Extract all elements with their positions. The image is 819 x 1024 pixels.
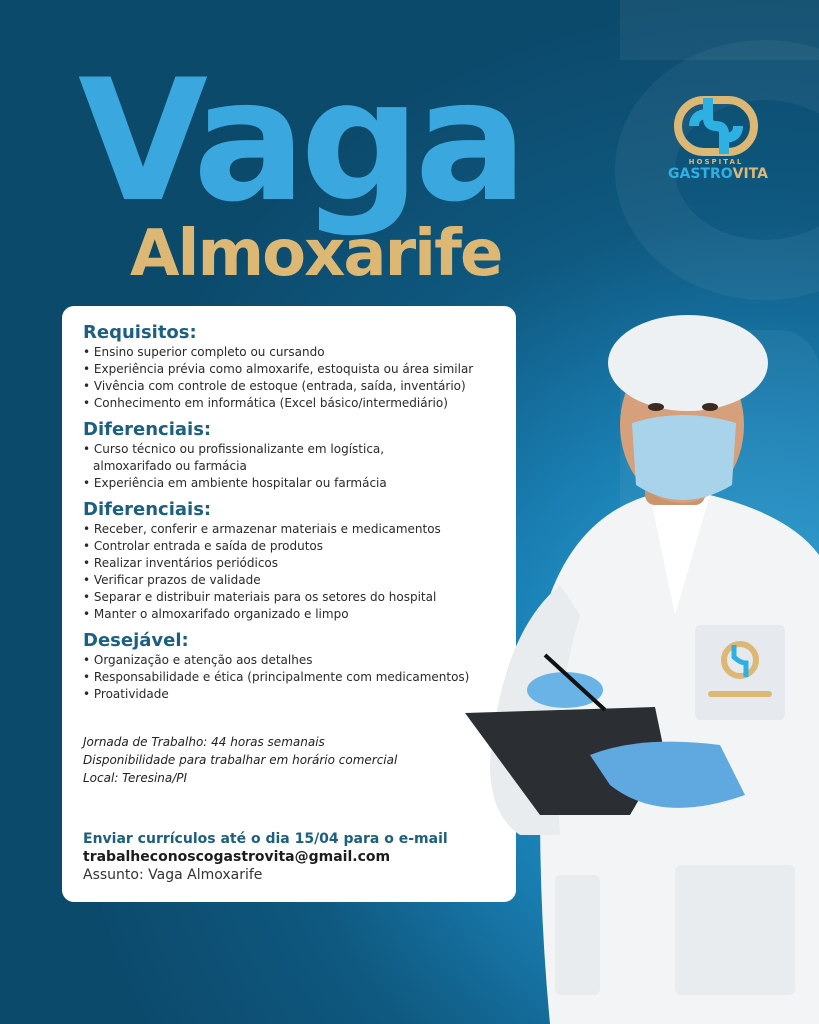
list-item: • Responsabilidade e ética (principalmente com medicamentos)	[83, 670, 470, 684]
info-availability: Disponibilidade para trabalhar em horário comercial	[83, 753, 398, 767]
health-worker-photo	[460, 315, 819, 1024]
list-item: • Realizar inventários periódicos	[83, 556, 279, 570]
section-heading: Diferenciais:	[83, 419, 212, 440]
info-hours: Jornada de Trabalho: 44 horas semanais	[83, 735, 325, 749]
logo-name-b: VITA	[732, 166, 768, 182]
list-item: • Ensino superior completo ou cursando	[83, 345, 325, 359]
section-heading: Diferenciais:	[83, 499, 212, 520]
list-item: • Controlar entrada e saída de produtos	[83, 539, 324, 553]
list-item: • Manter o almoxarifado organizado e limpo	[83, 607, 349, 621]
list-item: • Separar e distribuir materiais para os setores do hospital	[83, 590, 437, 604]
section-diferenciais	[83, 419, 496, 492]
list-item: • Vivência com controle de estoque (entrada, saída, inventário)	[83, 379, 466, 393]
logo-name	[668, 166, 768, 182]
section-heading: Desejável:	[83, 630, 189, 651]
list-item: • Conhecimento em informática (Excel básico/intermediário)	[83, 396, 448, 410]
list-item: • Experiência em ambiente hospitalar ou farmácia	[83, 476, 387, 490]
contact-subject: Assunto: Vaga Almoxarife	[83, 867, 263, 883]
list-item: • Proatividade	[83, 687, 169, 701]
title-role: Almoxarife	[130, 217, 502, 291]
job-details-card	[62, 306, 516, 902]
list-item: • Curso técnico ou profissionalizante em logística,	[83, 442, 385, 456]
background-shape	[620, 0, 819, 60]
list-item: • Verificar prazos de validade	[83, 573, 261, 587]
list-item: • Receber, conferir e armazenar materiais e medicamentos	[83, 522, 441, 536]
logo-name-a: GASTRO	[668, 166, 733, 182]
logo-hospital-text: HOSPITAL	[688, 158, 744, 166]
list-item: • Experiência prévia como almoxarife, estoquista ou área similar	[83, 362, 474, 376]
contact-block	[83, 830, 448, 884]
section-heading: Requisitos:	[83, 322, 197, 343]
contact-cta: Enviar currículos até o dia 15/04 para o e-mail	[83, 831, 448, 847]
job-info	[83, 733, 496, 787]
contact-email[interactable]: trabalheconoscogastrovita@gmail.com	[83, 849, 391, 865]
section-atividades	[83, 499, 496, 623]
hospital-logo	[668, 96, 768, 182]
section-requisitos	[83, 322, 496, 412]
logo-mark-icon	[674, 96, 758, 156]
list-item: • Organização e atenção aos detalhes	[83, 653, 313, 667]
info-location: Local: Teresina/PI	[83, 771, 188, 785]
section-desejavel	[83, 630, 496, 703]
list-item: almoxarifado ou farmácia	[93, 459, 247, 473]
title-vaga: Vaga	[78, 43, 522, 239]
